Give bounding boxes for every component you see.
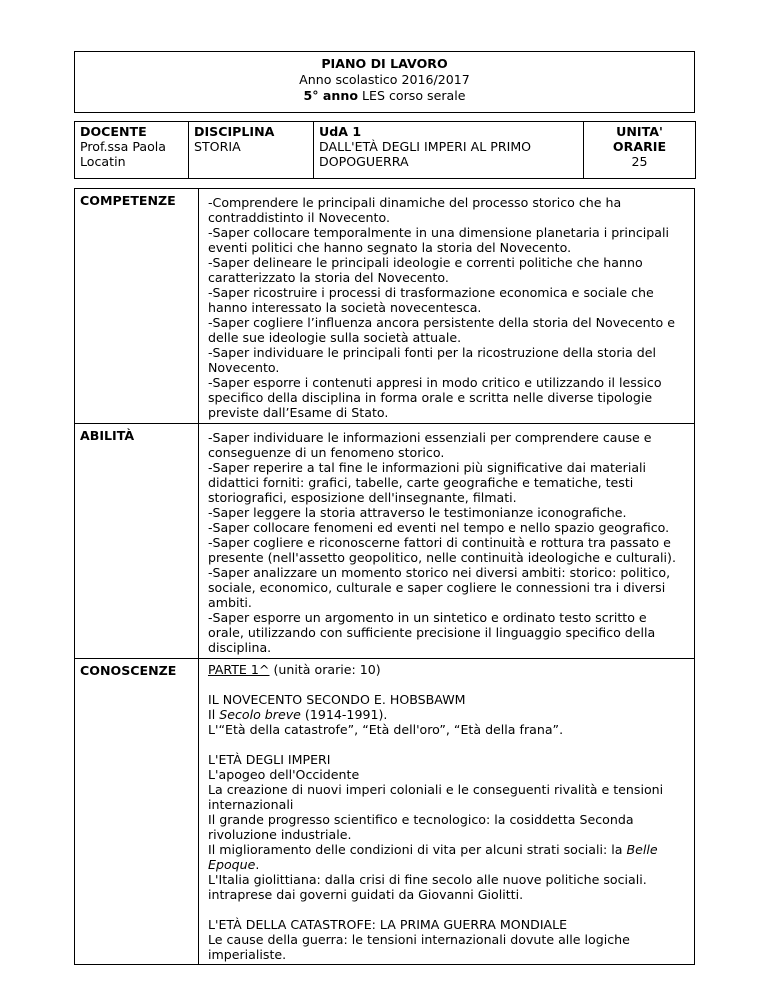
text-line: caratterizzato la storia del Novecento. [208,270,449,285]
uda-label: UdA 1 [319,124,362,139]
text-line: rivoluzione industriale. [208,827,352,842]
text-line: L'Italia giolittiana: dalla crisi di fine secolo alle nuove politiche sociali. [208,872,647,887]
text-line: sociale, economico, culturale e saper cogliere le connessioni tra i diversi [208,580,666,595]
competenze-text [208,195,688,420]
text-line: Il grande progresso scientifico e tecnologico: la cosiddetta Seconda [208,812,634,827]
text-line: presente (nell'assetto geopolitico, nelle continuità ideologiche e culturali). [208,550,676,565]
text-line: storiografici, esposizione dell'insegnante, filmati. [208,490,517,505]
plan-table [74,188,695,965]
text-line: -Saper analizzare un momento storico nei diversi ambiti: storico: politico, [208,565,671,580]
disciplina-cell [189,122,314,179]
text-line: conseguenze di un fenomeno storico. [208,445,445,460]
school-year: Anno scolastico 2016/2017 [299,72,470,87]
docente-value-2: Locatin [80,154,126,169]
text-line: internazionali [208,797,294,812]
text-line: Novecento. [208,360,280,375]
conoscenze-content [199,659,695,965]
text-line: -Saper reperire a tal fine le informazioni più significative dai materiali [208,460,647,475]
text-line: -Saper collocare temporalmente in una dimensione planetaria i principali [208,225,669,240]
competenze-row [75,189,695,424]
disciplina-label: DISCIPLINA [194,124,275,139]
abilita-text [208,430,688,655]
docente-label: DOCENTE [80,124,147,139]
text-line: hanno interessato la società novecentesca. [208,300,482,315]
section-text [208,932,688,962]
docente-value: Prof.ssa Paola [80,139,167,154]
text-line: -Saper esporre un argomento in un sintetico e ordinato testo scritto e [208,610,647,625]
section-title: L'ETÀ DELLA CATASTROFE: LA PRIMA GUERRA MONDIALE [208,917,568,932]
text-line: -Comprendere le principali dinamiche del processo storico che ha [208,195,622,210]
conoscenze-row [75,659,695,965]
text-line: L'apogeo dell'Occidente [208,767,360,782]
text-line: previste dall’Esame di Stato. [208,405,389,420]
section-text [208,872,688,902]
text-line: L'“Età della catastrofe”, “Età dell'oro”, “Età della frana”. [208,722,564,737]
text-line: Il miglioramento delle condizioni di vita per alcuni strati sociali: la Belle [208,842,658,857]
text-line: Il Secolo breve (1914-1991). [208,707,388,722]
document-header [74,51,695,113]
text-line: La creazione di nuovi imperi coloniali e le conseguenti rivalità e tensioni [208,782,664,797]
text-line: eventi politici che hanno segnato la storia del Novecento. [208,240,572,255]
unita-label: UNITA' [616,124,663,139]
abilita-row [75,424,695,659]
unita-value: 25 [631,154,648,169]
conoscenze-label: CONOSCENZE [75,659,199,965]
text-line: contraddistinto il Novecento. [208,210,390,225]
abilita-label: ABILITÀ [75,424,199,659]
uda-cell [314,122,584,179]
text-line: -Saper cogliere e riconoscerne fattori di continuità e rottura tra passato e [208,535,671,550]
text-line: Le cause della guerra: le tensioni internazionali dovute alle logiche [208,932,630,947]
text-line: Epoque. [208,857,260,872]
text-line: -Saper leggere la storia attraverso le testimonianze iconografiche. [208,505,627,520]
competenze-label: COMPETENZE [75,189,199,424]
text-line: -Saper esporre i contenuti appresi in modo critico e utilizzando il lessico [208,375,662,390]
disciplina-value: STORIA [194,139,241,154]
text-line: imperialiste. [208,947,287,962]
uda-value-2: DOPOGUERRA [319,154,409,169]
text-line: ambiti. [208,595,252,610]
section-text [208,767,688,842]
class-line: 5° anno LES corso serale [303,88,466,103]
text-line: disciplina. [208,640,272,655]
unita-cell [584,122,696,179]
text-line: -Saper ricostruire i processi di trasformazione economica e sociale che [208,285,654,300]
text-line: delle sue ideologie sulla società attuale. [208,330,462,345]
text-line: didattici forniti: grafici, tabelle, carte geografiche e tematiche, testi [208,475,634,490]
text-line: -Saper individuare le informazioni essenziali per comprendere cause e [208,430,652,445]
abilita-content [199,424,695,659]
info-table [74,121,696,179]
section-title: IL NOVECENTO SECONDO E. HOBSBAWM [208,692,466,707]
text-line: -Saper delineare le principali ideologie e correnti politiche che hanno [208,255,643,270]
text-line: -Saper cogliere l’influenza ancora persistente della storia del Novecento e [208,315,675,330]
uda-value: DALL'ETÀ DEGLI IMPERI AL PRIMO [319,139,532,154]
unita-label-2: ORARIE [612,139,667,154]
text-line: -Saper individuare le principali fonti per la ricostruzione della storia del [208,345,657,360]
text-line: -Saper collocare fenomeni ed eventi nel tempo e nello spazio geografico. [208,520,670,535]
part-heading: PARTE 1^ (unità orarie: 10) [208,662,381,677]
section-title: L'ETÀ DEGLI IMPERI [208,752,331,767]
text-line: specifico della disciplina in forma orale e scritta nelle diverse tipologie [208,390,653,405]
text-line: orale, utilizzando con sufficiente precisione il linguaggio specifico della [208,625,656,640]
competenze-content [199,189,695,424]
document-title: PIANO DI LAVORO [321,56,448,71]
docente-cell [75,122,189,179]
text-line: intraprese dai governi guidati da Giovanni Giolitti. [208,887,524,902]
